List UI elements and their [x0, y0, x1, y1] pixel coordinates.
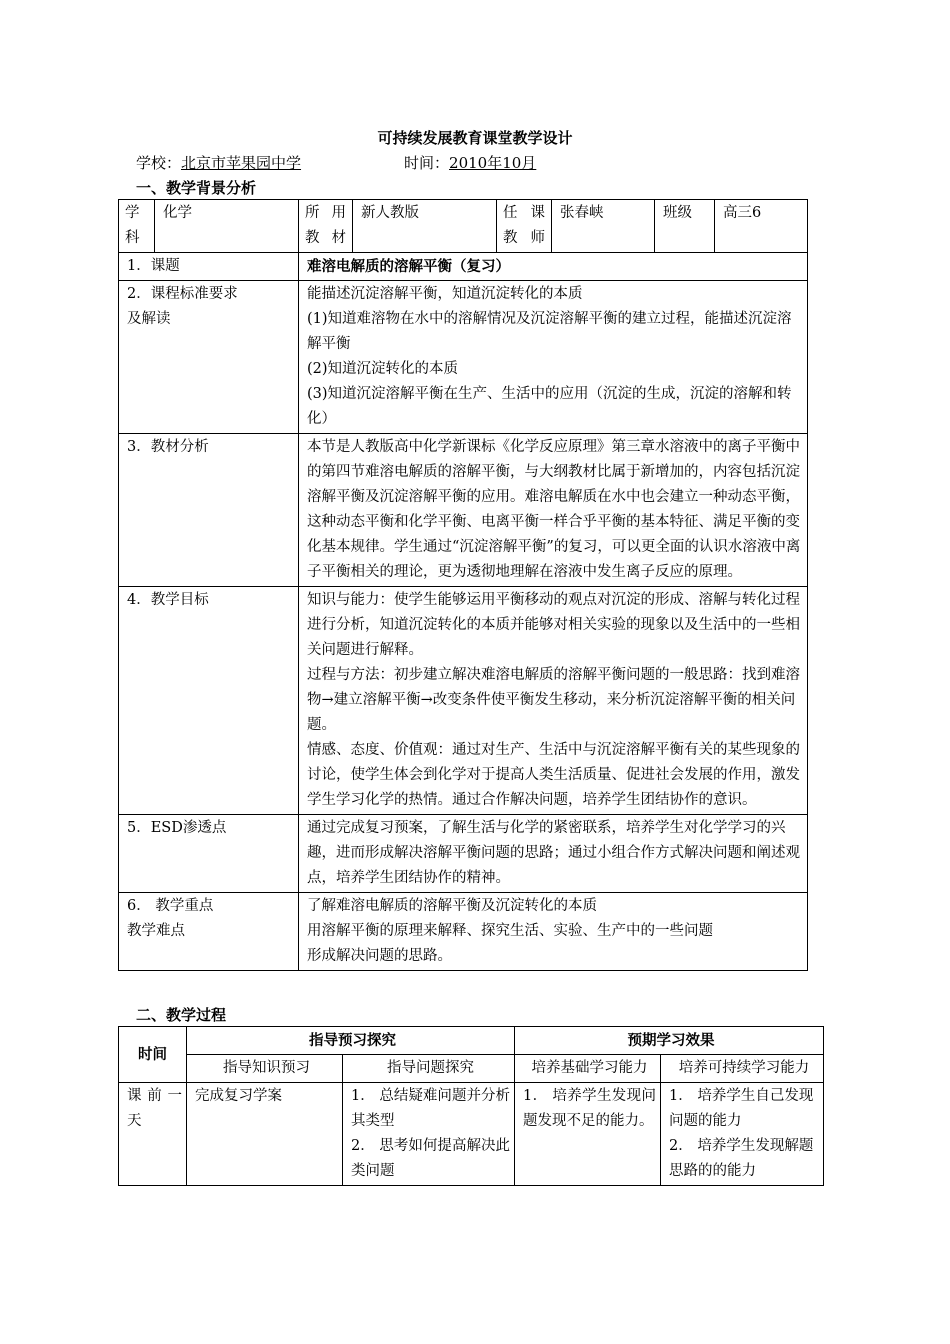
row-time: 课前一天 [119, 1083, 187, 1186]
subject-label: 学科 [119, 200, 155, 253]
section-2-heading: 二、教学过程 [136, 1006, 227, 1024]
process-table [118, 1026, 824, 1186]
row-knowledge: 完成复习学案 [187, 1083, 343, 1186]
time-label: 时间： [404, 154, 450, 172]
textbook-value: 新人教版 [353, 200, 497, 253]
sub-sustain: 培养可持续学习能力 [661, 1055, 824, 1083]
esd-row [119, 815, 808, 893]
textbook-label: 所用教材 [299, 200, 353, 253]
sub-knowledge: 指导知识预习 [187, 1055, 343, 1083]
esd-label: 5．ESD渗透点 [119, 815, 299, 893]
class-value: 高三6 [715, 200, 808, 253]
row-sustain: 1． 培养学生自己发现问题的能力 2． 培养学生发现解题思路的的能力 [661, 1083, 824, 1186]
effect-header: 预期学习效果 [515, 1027, 824, 1055]
topic-label: 1．课题 [119, 253, 299, 281]
esd-content: 通过完成复习预案，了解生活与化学的紧密联系，培养学生对化学学习的兴趣，进而形成解决溶解平衡问题的思路；通过小组合作方式解决问题和阐述观点，培养学生团结协作的精神。 [299, 815, 808, 893]
subject-value: 化学 [155, 200, 299, 253]
teacher-value: 张春峡 [552, 200, 655, 253]
goals-label: 4．教学目标 [119, 587, 299, 815]
row-basic: 1． 培养学生发现问题发现不足的能力。 [515, 1083, 661, 1186]
class-label: 班级 [655, 200, 715, 253]
section-1-heading: 一、教学背景分析 [136, 179, 257, 197]
sub-basic: 培养基础学习能力 [515, 1055, 661, 1083]
process-header-row [119, 1027, 824, 1055]
school-label: 学校： [136, 154, 182, 172]
teacher-label: 任课教师 [497, 200, 552, 253]
time-header: 时间 [119, 1027, 187, 1083]
sub-problem: 指导问题探究 [343, 1055, 515, 1083]
material-content: 本节是人教版高中化学新课标《化学反应原理》第三章水溶液中的离子平衡中的第四节难溶电解质的溶解平衡，与大纲教材比属于新增加的，内容包括沉淀溶解平衡及沉淀溶解平衡的应用。难溶电解质在水中也会建立一种动态平衡，这种动态平衡和化学平衡、电离平衡一样合乎平衡的基本特征、满足平衡的变化基本规律。学生通过“沉淀溶解平衡”的复习，可以更全面的认识水溶液中离子平衡相关的理论，更为透彻地理解在溶液中发生离子反应的原理。 [299, 434, 808, 587]
school-name: 北京市苹果园中学 [181, 154, 302, 172]
topic-row [119, 253, 808, 281]
guide-header: 指导预习探究 [187, 1027, 515, 1055]
standard-row [119, 281, 808, 434]
process-subheader-row [119, 1055, 824, 1083]
time-value: 2010年10月 [449, 154, 537, 172]
key-row [119, 893, 808, 971]
material-row [119, 434, 808, 587]
key-label: 6． 教学重点 教学难点 [119, 893, 299, 971]
topic-value: 难溶电解质的溶解平衡（复习） [299, 253, 808, 281]
background-table [118, 199, 808, 971]
key-content: 了解难溶电解质的溶解平衡及沉淀转化的本质 用溶解平衡的原理来解释、探究生活、实验、生产中的一些问题 形成解决问题的思路。 [299, 893, 808, 971]
material-label: 3．教材分析 [119, 434, 299, 587]
goals-content: 知识与能力：使学生能够运用平衡移动的观点对沉淀的形成、溶解与转化过程进行分析，知道沉淀转化的本质并能够对相关实验的现象以及生活中的一些相关问题进行解释。 过程与方法：初步建立解决难溶电解质的溶解平衡问题的一般思路：找到难溶物→建立溶解平衡→改变条件使平衡发生移动，来分析沉淀溶解平衡的相关问题。 情感、态度、价值观：通过对生产、生活中与沉淀溶解平衡有关的某些现象的讨论，使学生体会到化学对于提高人类生活质量、促进社会发展的作用，激发学生学习化学的热情。通过合作解决问题，培养学生团结协作的意识。 [299, 587, 808, 815]
standard-label: 2．课程标准要求 及解读 [119, 281, 299, 434]
standard-content: 能描述沉淀溶解平衡，知道沉淀转化的本质 (1)知道难溶物在水中的溶解情况及沉淀溶解平衡的建立过程，能描述沉淀溶解平衡 (2)知道沉淀转化的本质 (3)知道沉淀溶解平衡在生产、生活中的应用（沉淀的生成，沉淀的溶解和转化） [299, 281, 808, 434]
school-time-line [136, 152, 536, 173]
row-problem: 1． 总结疑难问题并分析其类型 2． 思考如何提高解决此类问题 [343, 1083, 515, 1186]
header-row [119, 200, 808, 253]
goals-row [119, 587, 808, 815]
process-row [119, 1083, 824, 1186]
page-title: 可持续发展教育课堂教学设计 [377, 129, 573, 147]
